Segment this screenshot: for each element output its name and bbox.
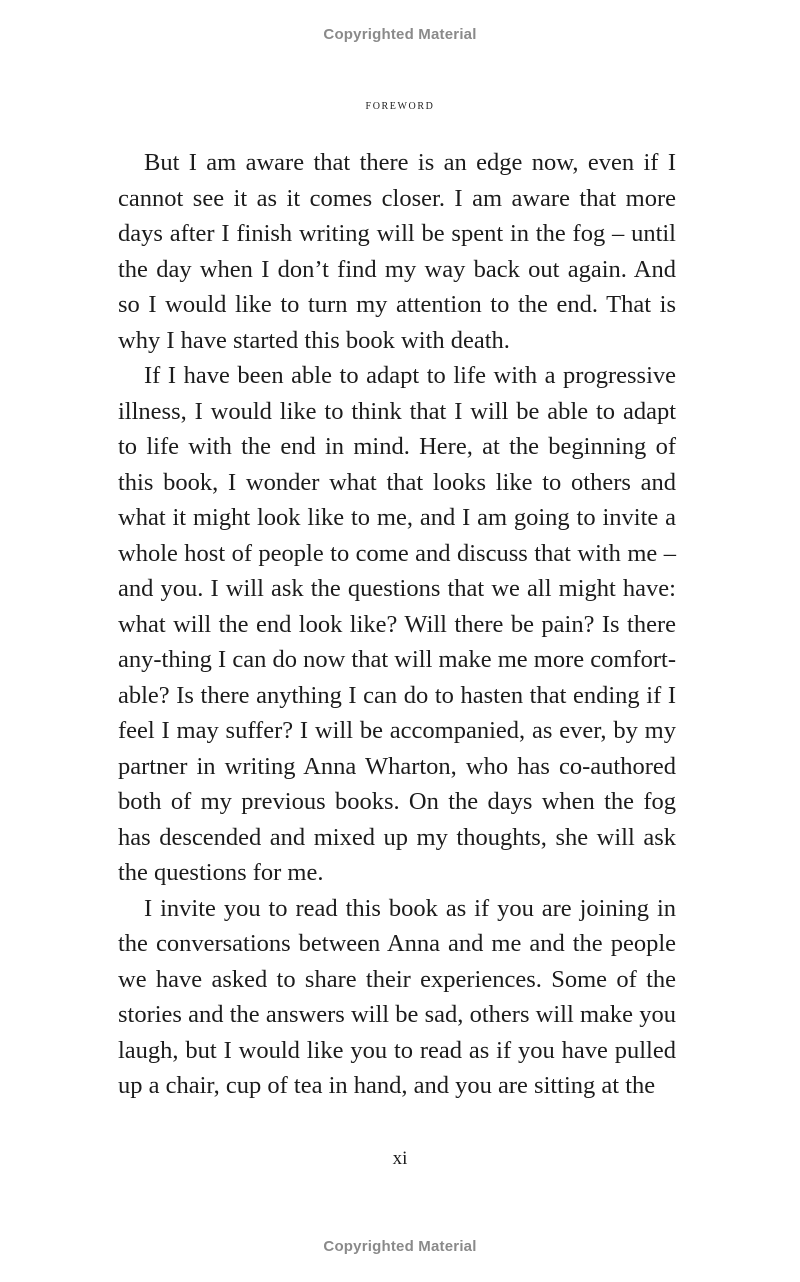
body-text: [118, 145, 676, 1104]
paragraph-2: If I have been able to adapt to life with a progressive illness, I would like to think that I will be able to adapt to life with the end in mind. Here, at the beginning of this book, I wonder what that looks like to others and what it might look like to me, and I am going to invite a whole host of people to come and discuss that with me – and you. I will ask the questions that we all might have: what will the end look like? Will there be pain? Is there any-thing I can do now that will make me more comfort-able? Is there anything I can do to hasten that ending if I feel I may suffer? I will be accompanied, as ever, by my partner in writing Anna Wharton, who has co-authored both of my previous books. On the days when the fog has descended and mixed up my thoughts, she will ask the questions for me.: [118, 362, 676, 886]
copyright-watermark-bottom: Copyrighted Material: [323, 1238, 477, 1255]
page-number: xi: [392, 1148, 408, 1169]
paragraph-1: But I am aware that there is an edge now, even if I cannot see it as it comes closer. I am aware that more days after I finish writing will be spent in the fog – until the day when I don’t find my way back out again. And so I would like to turn my attention to the end. That is why I have started this book with death.: [118, 149, 676, 354]
copyright-watermark-top: Copyrighted Material: [323, 26, 477, 43]
running-head: foreword: [365, 98, 435, 113]
paragraph-3: I invite you to read this book as if you are joining in the conversations between Anna and me and the people we have asked to share their experiences. Some of the stories and the answers will be sad, others will make you laugh, but I would like you to read as if you have pulled up a chair, cup of tea in hand, and you are sitting at the: [118, 894, 676, 1099]
